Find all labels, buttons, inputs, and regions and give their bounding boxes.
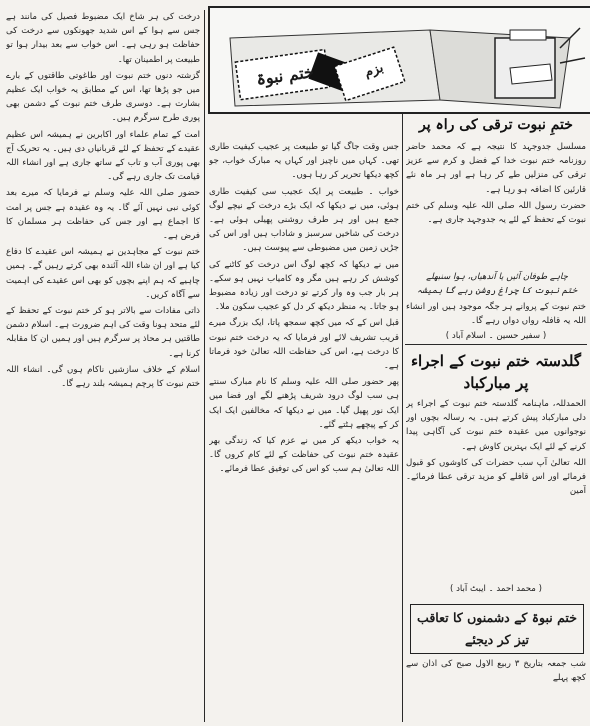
verse-line: چاہے طوفان آئیں یا آندھیاں، ہوا سنبھلے xyxy=(426,272,568,282)
column-divider xyxy=(204,10,205,722)
boxed-slogan-text: ختم نبوۃ کے دشمنوں کا تعاقب تیز کر دیجئے xyxy=(417,610,577,647)
paragraph: درخت کی ہر شاخ ایک مضبوط فصیل کی مانند ہے جس سے ہوا کے اس شدید جھونکوں سے درخت کی حفاظت ہو رہی ہے۔ اس خواب سے بعد بیدار ہوا تو طبیعت پر اطمینان تھا۔ xyxy=(6,12,200,65)
paragraph: یہ خواب دیکھ کر میں نے عزم کیا کہ زندگی بھر عقیدہ ختم نبوت کی حفاظت کے لئے کام کروں گا۔ اللہ تعالیٰ ہم سب کو اس کی توفیق عطا فرمائے۔ xyxy=(209,436,399,475)
date-line: شب جمعہ بتاریخ ۳ ربیع الاول صبح کی اذان سے کچھ پہلے xyxy=(406,659,586,684)
article-body-dream xyxy=(209,140,399,722)
paragraph: امت کے تمام علماء اور اکابرین نے ہمیشہ اس عظیم عقیدے کے تحفظ کے لئے قربانیاں دی ہیں۔ یہ تحریک آج بھی پوری آب و تاب کے ساتھ جاری ہے اور انشاء اللہ قیامت تک جاری رہے گی۔ xyxy=(6,129,200,183)
paragraph: خواب ۔ طبیعت پر ایک عجیب سی کیفیت طاری ہوئی، میں نے دیکھا کہ ایک بڑے درخت کے نیچے لوگ جمع ہیں اور ہر طرف روشنی پھیلی ہوئی ہے۔ درخت کی شاخیں سرسبز و شاداب ہیں اور اس کی جڑیں زمین میں مضبوطی سے پیوست ہیں۔ xyxy=(209,186,399,254)
paragraph: جس وقت جاگ گیا تو طبیعت پر عجیب کیفیت طاری تھی۔ کہاں میں ناچیز اور کہاں یہ مبارک خواب، جو کچھ دیکھا تحریر کر رہا ہوں۔ xyxy=(209,142,399,181)
article-headline-progress: ختمِ نبوت ترقی کی راہ پر xyxy=(419,117,573,133)
paragraph: الحمدللہ، ماہنامہ گلدستہ ختم نبوت کے اجراء پر دلی مبارکباد پیش کرتے ہیں۔ یہ رسالہ بچوں اور نوجوانوں میں عقیدہ ختم نبوت کی آگاہی پیدا کرنے کے لئے ایک بہترین کاوش ہے۔ xyxy=(406,399,586,452)
boxed-slogan xyxy=(410,604,584,654)
verse-credit: ( سفیر حسین ۔ اسلام آباد ) xyxy=(445,331,547,341)
verse-line: ختم نبوت کا چراغ روشن رہے گا ہمیشہ xyxy=(416,286,578,296)
article-headline-congrats: گلدستہ ختم نبوت کے اجراء پر مبارکباد xyxy=(411,352,581,392)
paragraph: پھر حضور صلی اللہ علیہ وسلم کا نام مبارک سنتے ہی سب لوگ درود شریف پڑھنے لگے اور فضا میں ایک نور پھیل گیا۔ میں نے دیکھا کہ مخالفین ایک ایک کر کے پیچھے ہٹتے گئے۔ xyxy=(209,377,399,430)
paragraph: قبل اس کے کہ میں کچھ سمجھ پاتا، ایک بزرگ میرے قریب تشریف لائے اور فرمایا کہ یہ درخت ختم نبوت کا درخت ہے، اس کی حفاظت اللہ تعالیٰ خود فرماتا ہے۔ xyxy=(209,318,399,372)
verse-paragraph: ختم نبوت کے پروانے ہر جگہ موجود ہیں اور انشاء اللہ یہ قافلہ رواں دواں رہے گا۔ xyxy=(406,302,586,327)
card-label-1: ختم نبوۃ xyxy=(255,62,315,89)
card-label-2: بزم xyxy=(362,60,386,81)
paragraph: ختم نبوت کے مجاہدین نے ہمیشہ اس عقیدے کا دفاع کیا ہے اور ان شاء اللہ آئندہ بھی کرتے رہیں گے۔ ہمیں چاہیے کہ ہم اپنے بچوں کو بھی اس عقیدے کی اہمیت سے آگاہ کریں۔ xyxy=(6,247,200,300)
paragraph: حضرت رسول اللہ صلی اللہ علیہ وسلم کی ختم نبوت کے تحفظ کے لئے یہ جدوجہد جاری ہے۔ xyxy=(406,200,586,226)
article-body-progress xyxy=(406,140,586,268)
paragraph: میں نے دیکھا کہ کچھ لوگ اس درخت کو کاٹنے کی کوشش کر رہے ہیں مگر وہ کامیاب نہیں ہو سکے۔ ہر بار جب وہ وار کرتے تو درخت اور زیادہ مضبوط ہو جاتا۔ یہ منظر دیکھ کر دل کو عجیب سکون ملا۔ xyxy=(209,259,399,313)
column-divider xyxy=(402,112,403,722)
illustration-graphic xyxy=(210,8,590,112)
section-divider xyxy=(405,344,587,345)
paragraph: حضور صلی اللہ علیہ وسلم نے فرمایا کہ میرے بعد کوئی نبی نہیں آئے گا۔ یہ وہ عقیدہ ہے جس پر امت کا اجماع ہے اور جس کی حفاظت ہر مسلمان کا فرض ہے۔ xyxy=(6,188,200,242)
paragraph: اللہ تعالیٰ آپ سب حضرات کی کاوشوں کو قبول فرمائے اور اس قافلے کو مزید ترقی عطا فرمائے۔ آمین xyxy=(406,457,586,497)
article-body-left xyxy=(6,10,200,722)
article-body-congrats xyxy=(406,397,586,579)
header-illustration xyxy=(208,6,590,114)
paragraph: ذاتی مفادات سے بالاتر ہو کر ختم نبوت کے تحفظ کے لئے متحد ہونا وقت کی اہم ضرورت ہے۔ اسلام دشمن طاقتیں ہر محاذ پر سرگرم ہیں اور ہمیں ان کا مقابلہ کرنا ہے۔ xyxy=(6,306,200,359)
article-credit: ( محمد احمد ۔ ایبٹ آباد ) xyxy=(450,584,542,594)
paragraph: مسلسل جدوجہد کا نتیجہ ہے کہ محمد حاضر روزنامہ ختم نبوت خدا کے فضل و کرم سے عزیز ترقی کی منزلیں طے کر رہا ہے اور ہر ماہ نئے قارئین کا اضافہ ہو رہا ہے۔ xyxy=(406,142,586,195)
paragraph: اسلام کے خلاف سازشیں ناکام ہوں گی۔ انشاء اللہ ختم نبوت کا پرچم ہمیشہ بلند رہے گا۔ xyxy=(6,364,200,390)
paragraph: گزشتہ دنوں ختم نبوت اور طاغوتی طاقتوں کے بارے میں جو پڑھا تھا، اس کے مطابق یہ خواب ایک عظیم بشارت ہے۔ دوسری طرف ختم نبوت کے دشمن بھی پوری طرح سرگرم ہیں۔ xyxy=(6,70,200,124)
